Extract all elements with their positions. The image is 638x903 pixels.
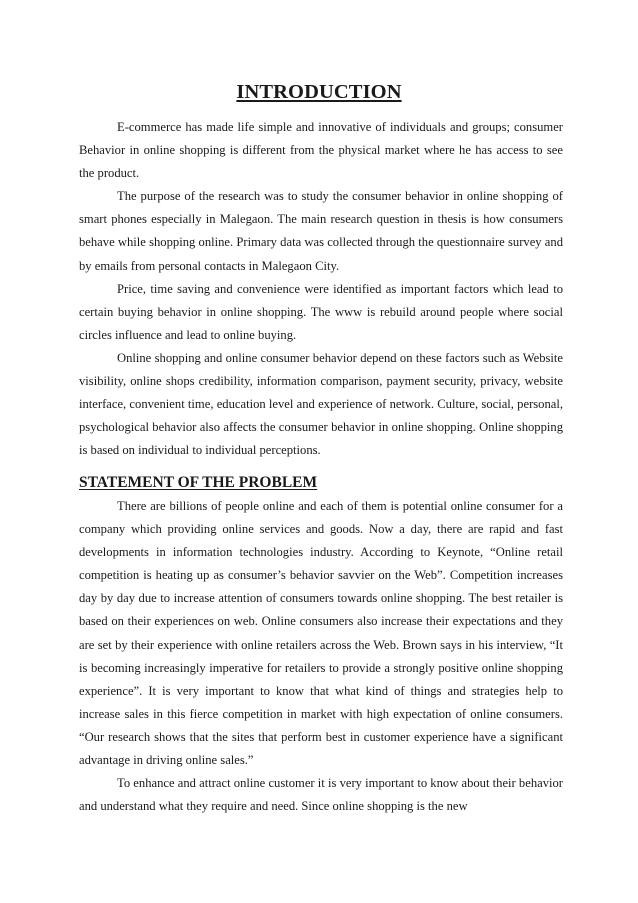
introduction-section bbox=[79, 116, 563, 462]
intro-paragraph-2: The purpose of the research was to study the consumer behavior in online shopping of smart phones especially in Malegaon. The main research question in thesis is how consumers behave while shopping online. Primary data was collected through the questionnaire survey and by emails from personal contacts in Malegaon City. bbox=[79, 189, 563, 273]
section-heading-problem: STATEMENT OF THE PROBLEM bbox=[79, 474, 318, 491]
problem-paragraph-2: To enhance and attract online customer it is very important to know about their behavior and understand what they require and need. Since online shopping is the new bbox=[79, 776, 563, 814]
page-title: INTRODUCTION bbox=[236, 81, 402, 103]
problem-paragraph-1: There are billions of people online and each of them is potential online consumer for a company which providing online services and goods. Now a day, there are rapid and fast developments in information technologies industry. According to Keynote, “Online retail competition is heating up as consumer’s behavior savvier on the Web”. Competition increases day by day due to increase attention of consumers towards online shopping. The best retailer is based on their experiences on web. Online consumers also increase their expectations and they are set by their experience with online retailers across the Web. Brown says in his interview, “It is becoming increasingly imperative for retailers to provide a strongly positive online shopping experience”. It is very important to know that what kind of things and strategies help to increase sales in this fierce competition in market with high expectation of online consumers. “Our research shows that the sites that perform best in customer experience have a significant advantage in driving online sales.” bbox=[79, 499, 563, 768]
intro-paragraph-4: Online shopping and online consumer behavior depend on these factors such as Website visibility, online shops credibility, information comparison, payment security, privacy, website interface, convenient time, education level and experience of network. Culture, social, personal, psychological behavior also affects the consumer behavior in online shopping. Online shopping is based on individual to individual perceptions. bbox=[79, 350, 563, 458]
problem-statement-section bbox=[79, 495, 563, 818]
intro-paragraph-3: Price, time saving and convenience were identified as important factors which lead to certain buying behavior in online shopping. The www is rebuild around people where social circles influence and lead to online buying. bbox=[79, 281, 563, 342]
intro-paragraph-1: E-commerce has made life simple and innovative of individuals and groups; consumer Behavior in online shopping is different from the physical market where he has access to see the product. bbox=[79, 120, 563, 181]
